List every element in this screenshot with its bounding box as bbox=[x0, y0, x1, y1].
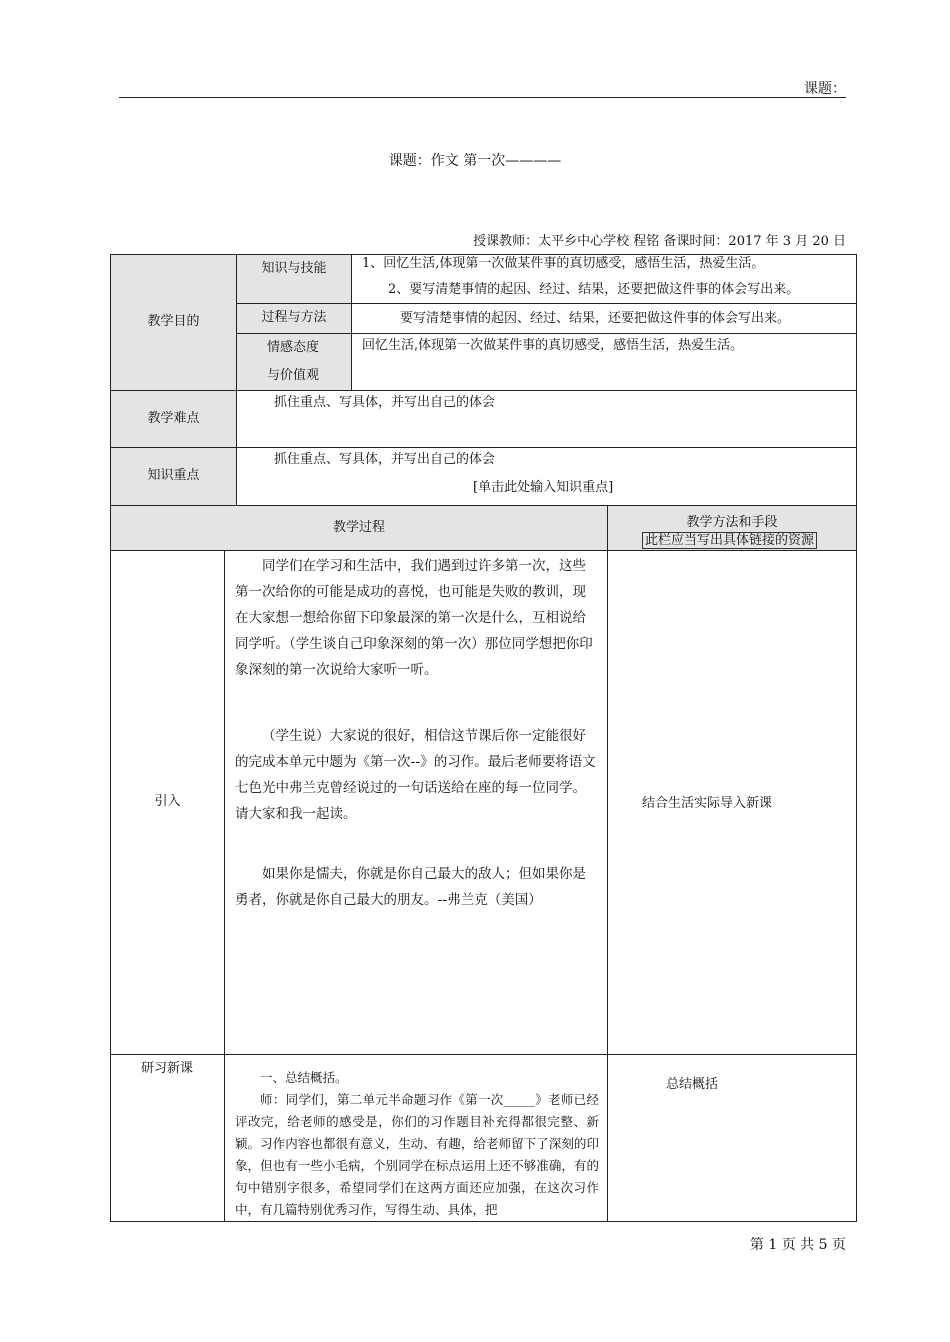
attitude-label-line1: 情感态度 bbox=[267, 340, 320, 355]
keypoints-cell bbox=[236, 447, 857, 506]
knowledge-skill-cell bbox=[351, 254, 857, 304]
intro-para1: 同学们在学习和生活中，我们遇到过许多第一次，这些第一次给你的可能是成功的喜悦，也可能是失败的教训，现在大家想一想给你留下印象最深的第一次是什么，互相说给同学听。（学生谈自己印象深刻的第一次）那位同学想把你印象深刻的第一次说给大家听一听。 bbox=[235, 558, 593, 678]
teacher-meta: 授课教师：太平乡中心学校 程铭 备课时间：2017 年 3 月 20 日 bbox=[473, 234, 846, 249]
process-method-label: 过程与方法 bbox=[236, 303, 352, 334]
attitude-label-line2: 与价值观 bbox=[267, 368, 320, 383]
page-footer: 第 1 页 共 5 页 bbox=[749, 1237, 846, 1253]
difficulty-label: 教学难点 bbox=[110, 390, 237, 448]
newlesson-line1: 一、总结概括。 bbox=[260, 1070, 348, 1085]
header-label: 课题： bbox=[804, 81, 846, 97]
process-header: 教学过程 bbox=[110, 505, 608, 551]
methods-header bbox=[607, 505, 857, 551]
process-method-cell bbox=[351, 303, 857, 334]
newlesson-label-text: 研习新课 bbox=[141, 1061, 194, 1076]
knowledge-skill-line1: 1、回忆生活,体现第一次做某件事的真切感受，感悟生活，热爱生活。 bbox=[362, 256, 765, 271]
attitude-cell bbox=[351, 333, 857, 391]
methods-header-note: 此栏应当写出具体链接的资源 bbox=[642, 533, 817, 549]
newlesson-content bbox=[224, 1054, 608, 1222]
keypoints-placeholder[interactable]: [单击此处输入知识重点] bbox=[473, 480, 614, 495]
attitude-line1: 回忆生活,体现第一次做某件事的真切感受，感悟生活，热爱生活。 bbox=[362, 338, 744, 353]
intro-label: 引入 bbox=[110, 550, 225, 1055]
header-rule bbox=[119, 97, 846, 98]
difficulty-text: 抓住重点、写具体，并写出自己的体会 bbox=[274, 395, 496, 410]
difficulty-cell bbox=[236, 390, 857, 448]
attitude-label bbox=[236, 333, 352, 391]
intro-method-cell bbox=[607, 550, 857, 1055]
intro-para2: （学生说）大家说的很好，相信这节课后你一定能很好的完成本单元中题为《第一次--》的习作。最后老师要将语文七色光中弗兰克曾经说过的一句话送给在座的每一位同学。请大家和我一起读。 bbox=[235, 728, 596, 822]
keypoints-text: 抓住重点、写具体，并写出自己的体会 bbox=[274, 452, 496, 467]
intro-content bbox=[224, 550, 608, 1055]
objectives-label: 教学目的 bbox=[110, 254, 237, 391]
methods-header-title: 教学方法和手段 bbox=[686, 515, 778, 530]
intro-para3: 如果你是懦夫，你就是你自己最大的敌人；但如果你是勇者，你就是你自己最大的朋友。--弗兰克（美国） bbox=[235, 866, 586, 908]
knowledge-skill-line2: 2、要写清楚事情的起因、经过、结果，还要把做这件事的体会写出来。 bbox=[388, 282, 800, 297]
knowledge-skill-label: 知识与技能 bbox=[236, 254, 352, 304]
newlesson-label bbox=[110, 1054, 225, 1222]
newlesson-method: 总结概括 bbox=[666, 1077, 719, 1092]
process-method-line1: 要写清楚事情的起因、经过、结果，还要把做这件事的体会写出来。 bbox=[400, 311, 791, 326]
keypoints-label: 知识重点 bbox=[110, 447, 237, 506]
intro-method: 结合生活实际导入新课 bbox=[642, 796, 773, 811]
document-title: 课题：作文 第一次———— bbox=[388, 153, 562, 169]
newlesson-method-cell bbox=[607, 1054, 857, 1222]
newlesson-para: 师：同学们，第二单元半命题习作《第一次_____》老师已经评改完，给老师的感受是，你们的习作题目补充得都很完整、新颖。习作内容也都很有意义，生动、有趣，给老师留下了深刻的印象，但也有一些小毛病，个别同学在标点运用上还不够准确，有的句中错别字很多，希望同学们在这两方面还应加强，在这次习作中，有几篇特别优秀习作，写得生动、具体，把 bbox=[235, 1092, 599, 1217]
